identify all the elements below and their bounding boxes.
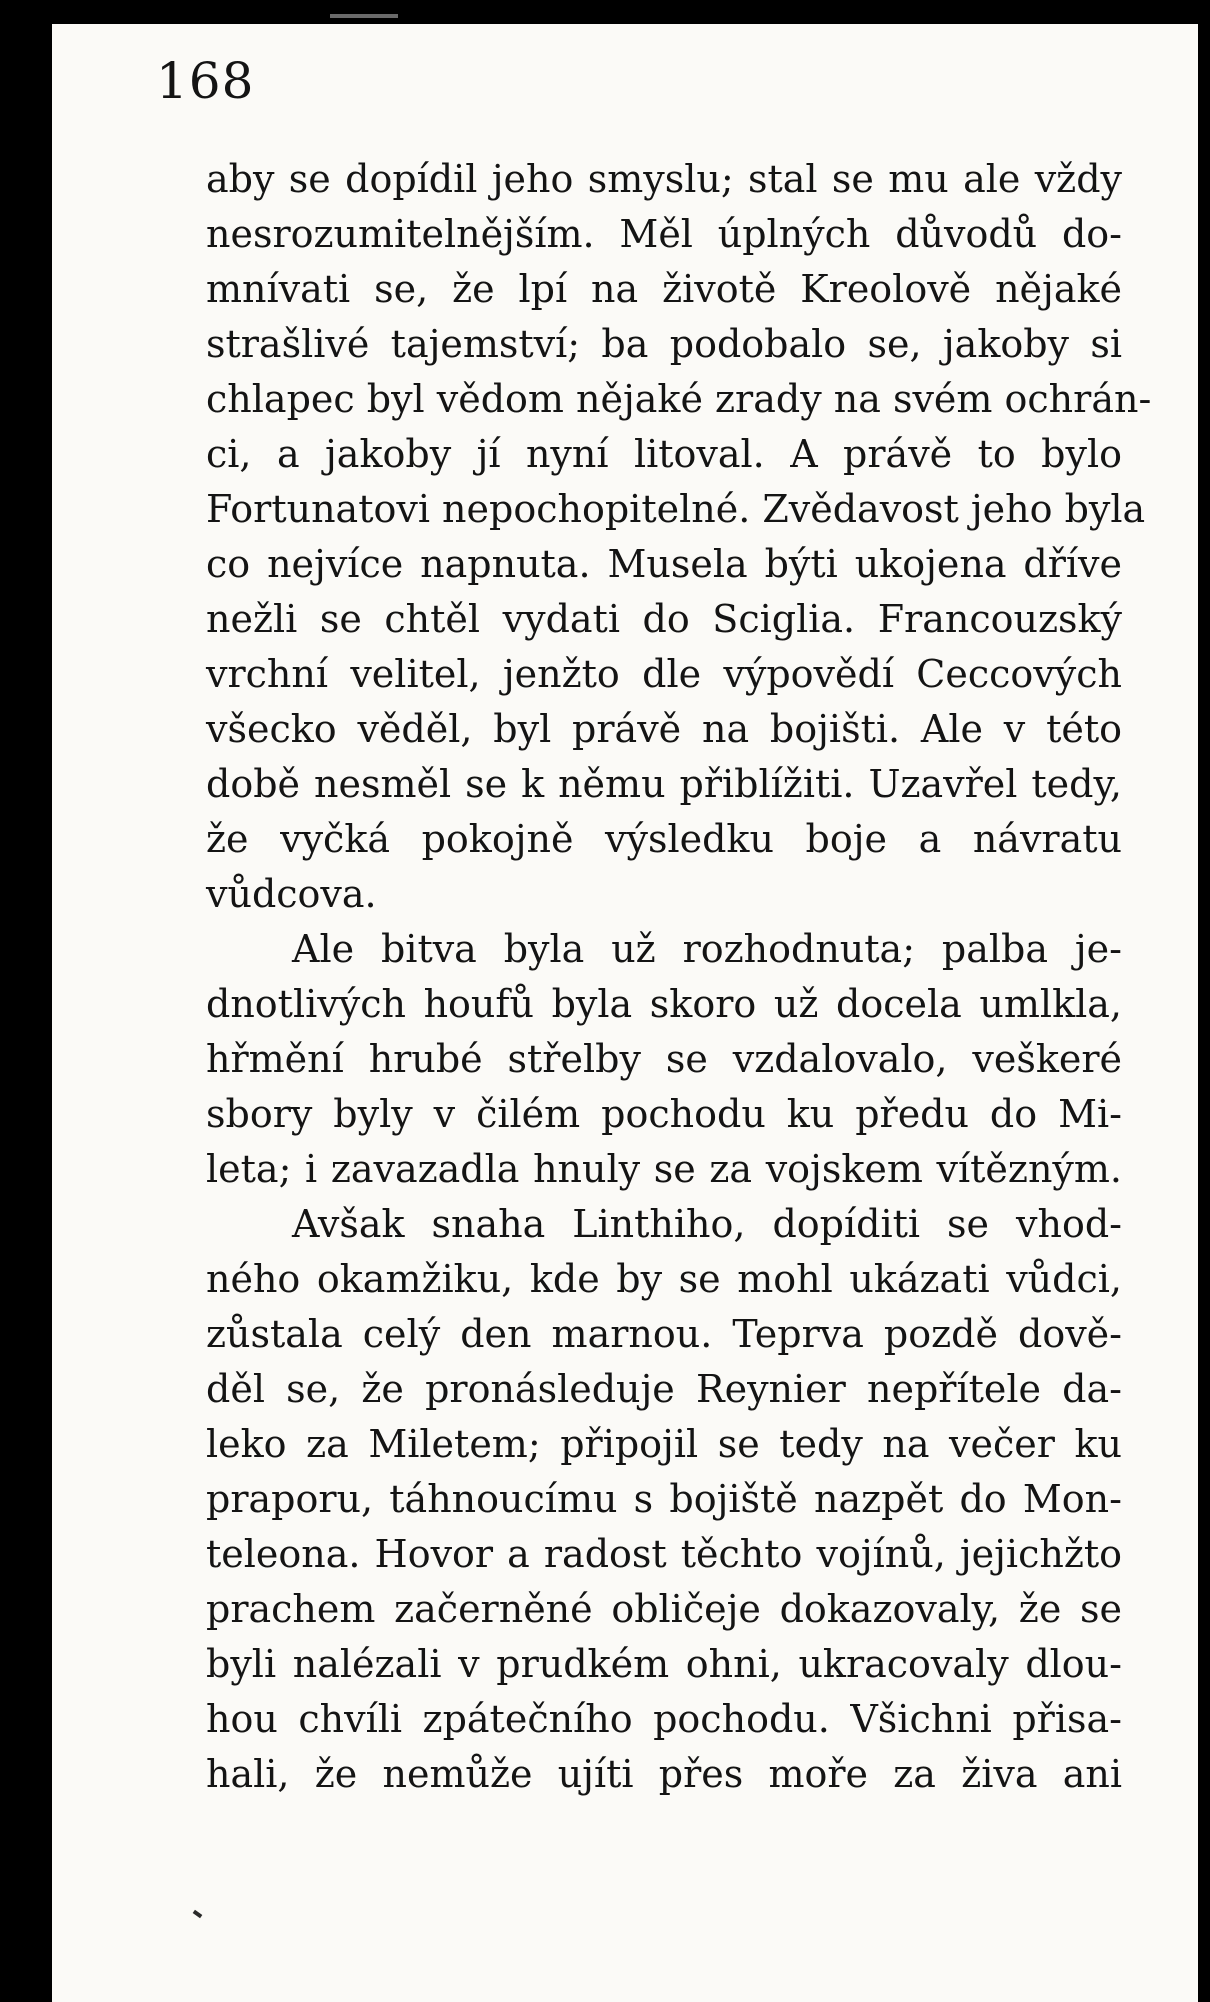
text-line: ného okamžiku, kde by se mohl ukázati vůdci, [206,1257,1122,1301]
text-line: praporu, táhnoucímu s bojiště nazpět do Mon- [206,1477,1122,1521]
text-line: sbory byly v čilém pochodu ku předu do Mi- [206,1092,1122,1136]
text-line: nežli se chtěl vydati do Sciglia. Francouzský [206,597,1122,641]
text-line: vůdcova. [206,872,377,916]
text-line: dnotlivých houfů byla skoro už docela umlkla, [206,982,1122,1026]
text-line: mnívati se, že lpí na životě Kreolově nějaké [206,267,1122,311]
text-line: leta; i zavazadla hnuly se za vojskem vítězným. [206,1147,1122,1191]
scan-edge-mark [330,14,398,18]
text-line: teleona. Hovor a radost těchto vojínů, jejichžto [206,1532,1122,1576]
text-line: hřmění hrubé střelby se vzdalovalo, veškeré [206,1037,1122,1081]
text-line: zůstala celý den marnou. Teprva pozdě dově- [206,1312,1122,1356]
text-line: ci, a jakoby jí nyní litoval. A právě to bylo [206,432,1122,476]
text-line: že vyčká pokojně výsledku boje a návratu [206,817,1122,861]
text-line: všecko věděl, byl právě na bojišti. Ale v této [206,707,1122,751]
text-line: Ale bitva byla už rozhodnuta; palba je- [292,927,1122,971]
text-line: Avšak snaha Linthiho, dopíditi se vhod- [292,1202,1122,1246]
text-line: byli nalézali v prudkém ohni, ukracovaly dlou- [206,1642,1122,1686]
text-line: chlapec byl vědom nějaké zrady na svém ochrán- [206,377,1152,421]
page-number: 168 [156,52,255,110]
text-line: strašlivé tajemství; ba podobalo se, jakoby si [206,322,1122,366]
text-line: hali, že nemůže ujíti přes moře za živa ani [206,1752,1122,1796]
text-line: co nejvíce napnuta. Musela býti ukojena dříve [206,542,1122,586]
text-line: aby se dopídil jeho smyslu; stal se mu ale vždy [206,157,1122,201]
page-text [206,152,1152,1802]
text-line: hou chvíli zpátečního pochodu. Všichni přisa- [206,1697,1122,1741]
text-line: prachem začerněné obličeje dokazovaly, že se [206,1587,1122,1631]
text-line: Fortunatovi nepochopitelné. Zvědavost jeho byla [206,487,1146,531]
text-line: době nesměl se k němu přiblížiti. Uzavřel tedy, [206,762,1122,806]
text-line: vrchní velitel, jenžto dle výpovědí Ceccových [206,652,1122,696]
text-line: leko za Miletem; připojil se tedy na večer ku [206,1422,1122,1466]
text-line: děl se, že pronásleduje Reynier nepřítele da- [206,1367,1122,1411]
text-line: nesrozumitelnějším. Měl úplných důvodů do- [206,212,1122,256]
